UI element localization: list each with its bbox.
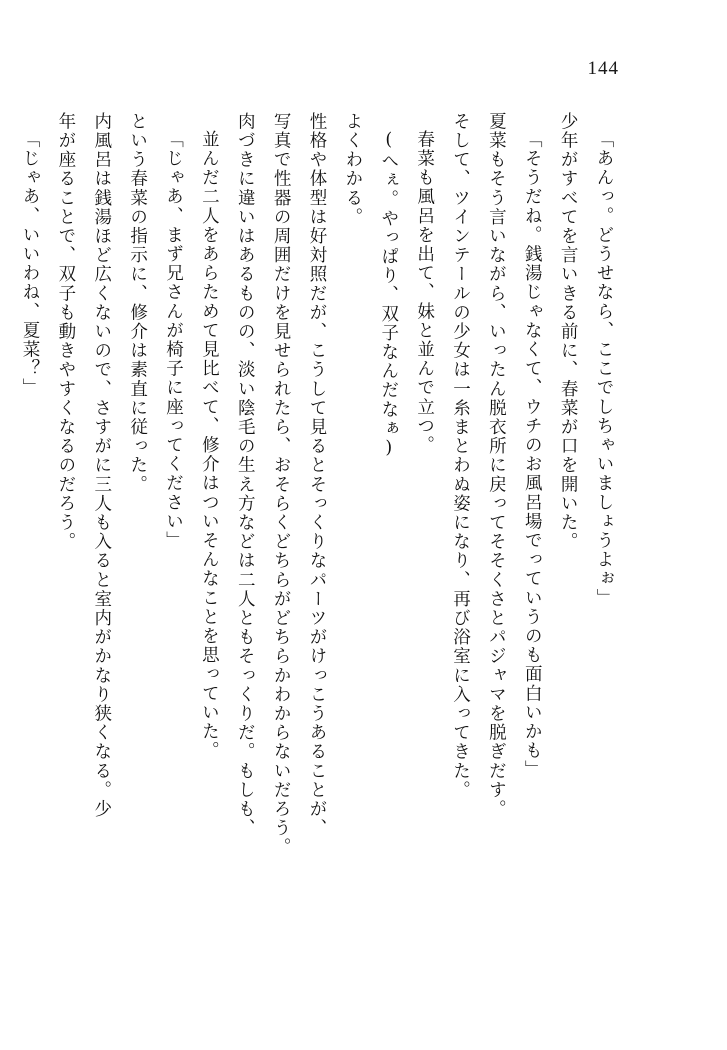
text-line: という春菜の指示に、修介は素直に従った。	[127, 112, 148, 494]
text-line: 少年がすべてを言いきる前に、春菜が口を開いた。	[558, 112, 579, 552]
text-line: 「じゃあ、いいわね、夏菜？」	[20, 129, 40, 397]
text-line: 「あんっ。どうせなら、ここでしちゃいましょうよぉ」	[594, 129, 614, 607]
text-line: 「そうだね。銭湯じゃなくて、ウチのお風呂場でっていうのも面白いかも」	[522, 129, 543, 779]
text-line: 性格や体型は好対照だが、こうして見るとそっくりなパーツがけっこうあることが、	[307, 112, 327, 838]
text-line: 夏菜もそう言いながら、いったん脱衣所に戻ってそそくさとパジャマを脱ぎだす。	[486, 112, 507, 819]
text-line: 肉づきに違いはあるものの、淡い陰毛の生え方などは二人ともそっくりだ。もしも、	[235, 112, 256, 838]
text-line: 「じゃあ、まず兄さんが椅子に座ってください」	[163, 129, 184, 550]
text-line: よくわかる。	[342, 112, 363, 227]
text-line: 年が座ることで、双子も動きやすくなるのだろう。	[55, 112, 76, 552]
text-line: 内風呂は銭湯ほど広くないので、さすがに三人も入ると室内がかなり狭くなる。少	[91, 112, 112, 819]
page-text-body	[20, 112, 621, 932]
text-line: 春菜も風呂を出て、妹と並んで立つ。	[414, 129, 435, 455]
text-line: 写真で性器の周囲だけを見せられたら、おそらくどちらがどちらかわからないだろう。	[271, 112, 292, 857]
page-number: 144	[587, 58, 619, 79]
text-line: (へぇ。やっぱり、双子なんだなぁ)	[378, 129, 399, 460]
text-line: 並んだ二人をあらためて見比べて、修介はついそんなことを思っていた。	[199, 129, 220, 760]
text-line: そして、ツインテールの少女は一糸まとわぬ姿になり、再び浴室に入ってきた。	[450, 112, 471, 800]
